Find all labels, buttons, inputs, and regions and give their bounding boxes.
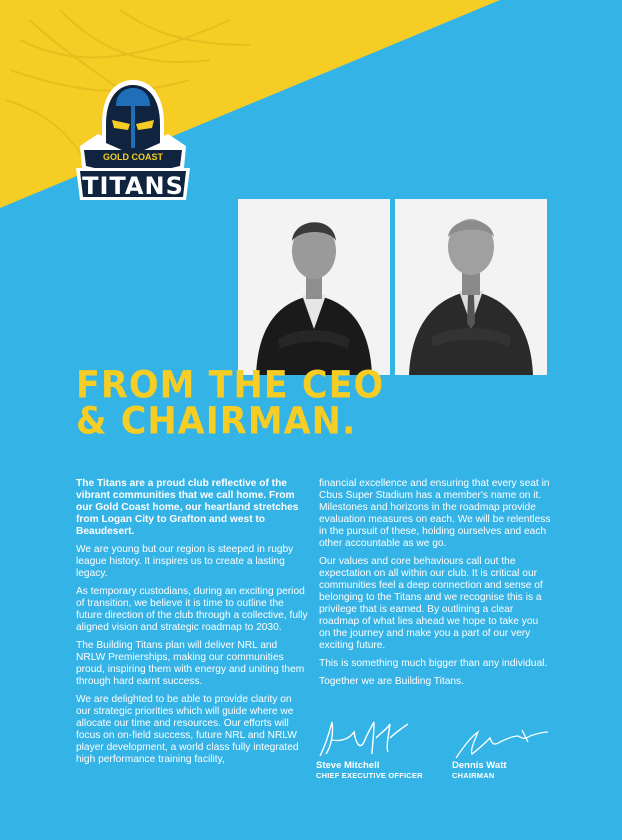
logo-line1: GOLD COAST <box>103 152 163 162</box>
chairman-portrait <box>395 199 547 375</box>
logo-line2: TITANS <box>82 172 184 200</box>
ceo-title: CHIEF EXECUTIVE OFFICER <box>316 771 423 780</box>
chairman-person-silhouette <box>395 199 547 375</box>
paragraph: financial excellence and ensuring that every seat in Cbus Super Stadium has a member's name on it. Milestones and horizons in the roadmap provide evaluation measures on each. We will be relentless in the pursuit of these, holding ourselves and each other accountable as we go. <box>319 478 551 549</box>
page-title <box>76 363 496 444</box>
letter-column-right <box>319 478 551 694</box>
ceo-name: Steve Mitchell <box>316 760 380 771</box>
chairman-title: CHAIRMAN <box>452 771 495 780</box>
ceo-signature-block <box>316 718 423 780</box>
titans-knight-helmet-icon <box>72 76 194 204</box>
ceo-signature-icon <box>316 718 412 760</box>
paragraph: We are delighted to be able to provide clarity on our strategic priorities which will guide where we allocate our time and resources. Our efforts will focus on on-field success, future NRL and NRLW player development, a world class fully integrated high performance training facility, <box>76 694 299 765</box>
chairman-signature-block <box>452 728 552 780</box>
paragraph: As temporary custodians, during an exciting period of transition, we believe it is time to outline the future direction of the club through a collective, fully aligned vision and strategic roadmap to 2030. <box>76 586 308 633</box>
title-line1: FROM THE CEO <box>76 363 385 408</box>
chairman-name: Dennis Watt <box>452 760 507 771</box>
paragraph: Together we are Building Titans. <box>319 676 464 687</box>
letter-column-left <box>76 478 308 772</box>
ceo-portrait <box>238 199 390 375</box>
paragraph: The Titans are a proud club reflective of the vibrant communities that we call home. From our Gold Coast home, our heartland stretches from Logan City to Grafton and west to Beaudesert. <box>76 478 299 537</box>
title-line2: & CHAIRMAN. <box>76 399 357 444</box>
titans-logo <box>72 76 194 204</box>
paragraph: Our values and core behaviours call out the expectation on all within our club. It is critical our communities feel a deep connection and sense of belonging to the Titans and we recognise this is a privilege that is earned. By outlining a clear roadmap of what lies ahead we hope to take you on the journey and make you a part of our very exciting future. <box>319 556 543 651</box>
paragraph: This is something much bigger than any individual. <box>319 658 548 669</box>
chairman-signature-icon <box>452 728 552 760</box>
paragraph: We are young but our region is steeped in rugby league history. It inspires us to create a lasting legacy. <box>76 544 294 579</box>
paragraph: The Building Titans plan will deliver NRL and NRLW Premierships, making our communities proud, inspiring them with energy and uniting them through hard earnt success. <box>76 640 305 687</box>
ceo-person-silhouette <box>238 199 390 375</box>
